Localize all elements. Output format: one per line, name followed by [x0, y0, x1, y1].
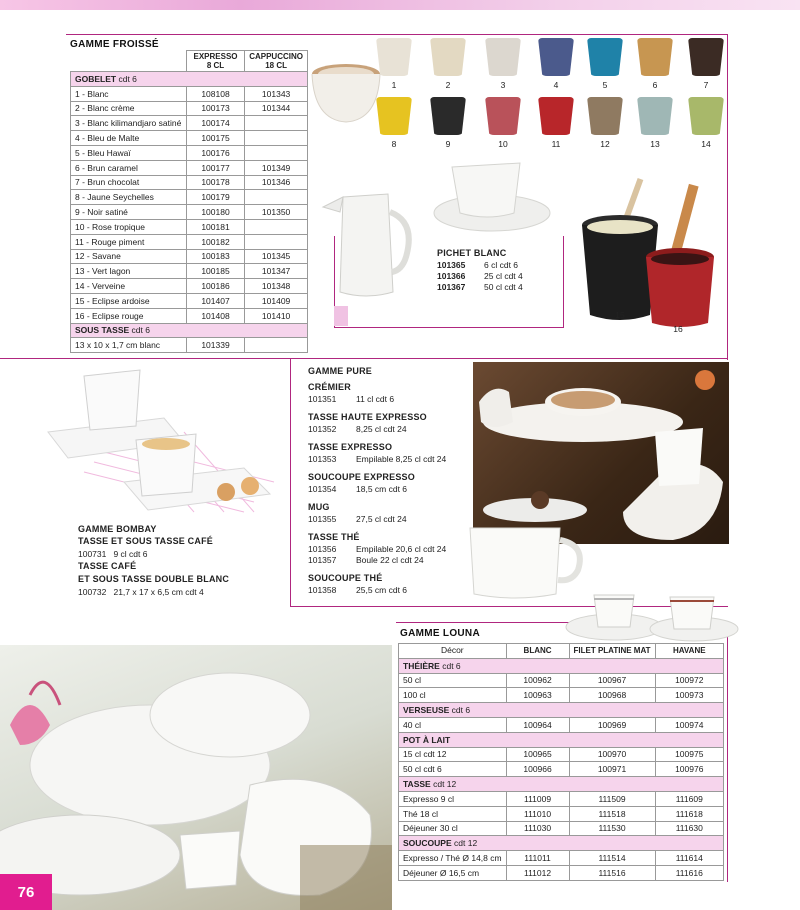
table-row [71, 101, 308, 116]
froisse-group-cell [71, 323, 308, 338]
pure-group-title: CRÉMIER [308, 382, 351, 392]
cup-number-label: 3 [500, 80, 506, 90]
pichet-desc: 50 cl cdt 4 [484, 282, 523, 292]
froisse-header-cappuccino: CAPPUCCINO 18 CL [245, 51, 308, 72]
table-row [71, 86, 308, 101]
row-ref-cappuccino [245, 234, 308, 249]
page-number: 76 [0, 874, 52, 910]
bombay-tasse-cafe-title: TASSE CAFÉ [78, 561, 137, 571]
louna-group-pack: cdt 12 [454, 838, 478, 849]
froisse-group-pack: cdt 6 [131, 325, 150, 336]
louna-header-blanc: BLANC [506, 644, 569, 659]
cup-number-label: 13 [650, 139, 660, 149]
louna-group-row [399, 703, 724, 718]
row-ref: 111010 [506, 806, 569, 821]
row-name: 40 cl [399, 717, 507, 732]
row-ref-expresso: 100173 [186, 101, 244, 116]
row-name: 5 - Bleu Hawaï [71, 145, 187, 160]
row-ref: 100971 [569, 762, 655, 777]
pure-ref: 101351 [308, 394, 337, 404]
pure-item [308, 544, 447, 555]
row-ref-expresso: 100177 [186, 160, 244, 175]
louna-group-pack: cdt 6 [451, 705, 471, 716]
louna-group-cell [399, 658, 724, 673]
pure-item [308, 514, 407, 525]
table-row [399, 865, 724, 880]
table-row [71, 116, 308, 131]
row-ref: 111009 [506, 791, 569, 806]
row-ref-expresso: 108108 [186, 86, 244, 101]
pure-item [308, 555, 424, 566]
pichet-item [437, 282, 523, 293]
row-ref: 111030 [506, 821, 569, 836]
froisse-cup-8 [376, 97, 412, 135]
row-name: Thé 18 cl [399, 806, 507, 821]
louna-group-cell [399, 777, 724, 792]
row-ref: 111616 [655, 865, 723, 880]
pure-desc: Empilable 8,25 cl cdt 24 [356, 454, 447, 464]
pure-ref: 101358 [308, 585, 337, 595]
pure-group-title: TASSE EXPRESSO [308, 442, 393, 452]
table-row [71, 175, 308, 190]
row-name: 50 cl cdt 6 [399, 762, 507, 777]
cup-number-label: 4 [553, 80, 559, 90]
table-row [399, 717, 724, 732]
pichet-ref: 101366 [437, 271, 466, 281]
pure-ref: 101353 [308, 454, 337, 464]
louna-group-pack: cdt 12 [433, 779, 457, 790]
row-ref-cappuccino: 101345 [245, 249, 308, 264]
row-name: 16 - Eclipse rouge [71, 308, 187, 323]
froisse-cup-13 [637, 97, 673, 135]
row-ref: 111614 [655, 851, 723, 866]
row-name: 1 - Blanc [71, 86, 187, 101]
froisse-group-cell [71, 72, 308, 87]
louna-header-platine: FILET PLATINE MAT [569, 644, 655, 659]
row-ref: 100974 [655, 717, 723, 732]
froisse-cup-3 [485, 38, 521, 76]
row-ref: 100970 [569, 747, 655, 762]
froisse-group-label: SOUS TASSE [75, 325, 130, 336]
table-row [71, 264, 308, 279]
pichet-ref: 101365 [437, 260, 466, 270]
row-ref-expresso: 100178 [186, 175, 244, 190]
table-row [399, 762, 724, 777]
cup-number-label: 2 [445, 80, 451, 90]
row-name: 15 cl cdt 12 [399, 747, 507, 762]
row-ref: 111012 [506, 865, 569, 880]
row-name: 14 - Verveine [71, 279, 187, 294]
pure-ref: 101355 [308, 514, 337, 524]
table-row [399, 673, 724, 688]
table-row [71, 338, 308, 353]
froisse-cup-2 [430, 38, 466, 76]
cup-number-label: 8 [391, 139, 397, 149]
cup-number-label: 6 [652, 80, 658, 90]
row-ref: 100962 [506, 673, 569, 688]
frame-line [727, 622, 728, 882]
cup-number-label: 12 [600, 139, 610, 149]
pure-group-title: TASSE HAUTE EXPRESSO [308, 412, 427, 422]
louna-group-cell [399, 703, 724, 718]
froisse-header-expresso: EXPRESSO 8 CL [186, 51, 244, 72]
froisse-cup-5 [587, 38, 623, 76]
table-row [71, 249, 308, 264]
row-ref-expresso: 100185 [186, 264, 244, 279]
row-ref-cappuccino: 101343 [245, 86, 308, 101]
row-name: 100 cl [399, 688, 507, 703]
table-row [399, 851, 724, 866]
pure-ref: 101356 [308, 544, 337, 554]
row-ref: 111516 [569, 865, 655, 880]
pure-desc: Empilable 20,6 cl cdt 24 [356, 544, 447, 554]
froisse-cup-4 [538, 38, 574, 76]
louna-group-row [399, 777, 724, 792]
pure-group-title: TASSE THÉ [308, 532, 360, 542]
frame-line [727, 34, 728, 360]
row-ref-expresso: 101339 [186, 338, 244, 353]
pure-ref: 101354 [308, 484, 337, 494]
row-name: Expresso 9 cl [399, 791, 507, 806]
eclipse-cup-label-15: 15 [615, 310, 625, 320]
froisse-cup-12 [587, 97, 623, 135]
table-row [399, 791, 724, 806]
froisse-group-pack: cdt 6 [118, 73, 137, 84]
froisse-cup-7 [688, 38, 724, 76]
louna-group-row [399, 836, 724, 851]
pure-item [308, 484, 408, 495]
row-ref-expresso: 100174 [186, 116, 244, 131]
cup-number-label: 10 [498, 139, 508, 149]
row-ref-cappuccino: 101344 [245, 101, 308, 116]
row-name: 10 - Rose tropique [71, 219, 187, 234]
pure-group-title: SOUCOUPE THÉ [308, 573, 383, 583]
froisse-cup-14 [688, 97, 724, 135]
froisse-title: GAMME FROISSÉ [70, 39, 159, 50]
louna-group-row [399, 732, 724, 747]
row-ref-expresso: 100175 [186, 131, 244, 146]
row-ref-expresso: 100186 [186, 279, 244, 294]
row-ref: 100969 [569, 717, 655, 732]
froisse-cup-10 [485, 97, 521, 135]
bombay-tasse-title: TASSE ET SOUS TASSE CAFÉ [78, 536, 213, 546]
row-name: 4 - Bleu de Malte [71, 131, 187, 146]
cup-number-label: 14 [701, 139, 711, 149]
cup-number-label: 9 [445, 139, 451, 149]
row-ref-cappuccino: 101349 [245, 160, 308, 175]
row-ref: 100975 [655, 747, 723, 762]
row-ref-expresso: 100181 [186, 219, 244, 234]
row-ref-cappuccino [245, 131, 308, 146]
pure-desc: 27,5 cl cdt 24 [356, 514, 407, 524]
cup-number-label: 7 [703, 80, 709, 90]
row-ref: 100963 [506, 688, 569, 703]
louna-header-havane: HAVANE [655, 644, 723, 659]
pichet-title: PICHET BLANC [437, 248, 507, 258]
froisse-header-blank [71, 51, 187, 72]
louna-group-label: TASSE [403, 779, 431, 790]
bombay-ref-2: 100732 [78, 587, 107, 597]
row-ref-cappuccino [245, 190, 308, 205]
row-name: 8 - Jaune Seychelles [71, 190, 187, 205]
row-ref: 111514 [569, 851, 655, 866]
row-name: 11 - Rouge piment [71, 234, 187, 249]
louna-group-row [399, 658, 724, 673]
row-name: Déjeuner 30 cl [399, 821, 507, 836]
table-row [399, 806, 724, 821]
pure-item [308, 585, 408, 596]
row-ref: 111509 [569, 791, 655, 806]
row-name: 15 - Eclipse ardoise [71, 293, 187, 308]
row-name: Déjeuner Ø 16,5 cm [399, 865, 507, 880]
table-row [71, 234, 308, 249]
row-ref: 111518 [569, 806, 655, 821]
cup-saucer-photo [432, 155, 552, 233]
row-ref-expresso: 101407 [186, 293, 244, 308]
row-ref: 100973 [655, 688, 723, 703]
row-name: 2 - Blanc crème [71, 101, 187, 116]
pure-desc: Boule 22 cl cdt 24 [356, 555, 424, 565]
bombay-photo [44, 362, 292, 522]
eclipse-cup-label-16: 16 [673, 324, 683, 334]
pure-ref: 101352 [308, 424, 337, 434]
row-ref-expresso: 100183 [186, 249, 244, 264]
cup-number-label: 1 [391, 80, 397, 90]
table-row [71, 160, 308, 175]
row-ref: 100972 [655, 673, 723, 688]
pure-title: GAMME PURE [308, 366, 373, 376]
louna-table [398, 643, 724, 881]
row-ref-cappuccino: 101346 [245, 175, 308, 190]
louna-group-label: VERSEUSE [403, 705, 450, 716]
louna-group-label: POT À LAIT [403, 734, 451, 745]
bombay-desc-2: 21,7 x 17 x 6,5 cm cdt 4 [113, 587, 204, 597]
froisse-table [70, 50, 308, 353]
louna-group-cell [399, 836, 724, 851]
row-ref-expresso: 100176 [186, 145, 244, 160]
bombay-desc-1: 9 cl cdt 6 [113, 549, 148, 559]
table-row [399, 821, 724, 836]
row-ref-cappuccino [245, 116, 308, 131]
row-ref: 100968 [569, 688, 655, 703]
row-ref-expresso: 101408 [186, 308, 244, 323]
louna-group-label: SOUCOUPE [403, 838, 452, 849]
row-ref-cappuccino: 101350 [245, 205, 308, 220]
row-ref-cappuccino: 101347 [245, 264, 308, 279]
row-ref-cappuccino [245, 145, 308, 160]
row-name: 50 cl [399, 673, 507, 688]
table-row [71, 131, 308, 146]
row-ref: 111618 [655, 806, 723, 821]
cup-number-label: 5 [602, 80, 608, 90]
pichet-desc: 25 cl cdt 4 [484, 271, 523, 281]
row-ref: 111530 [569, 821, 655, 836]
bombay-ref-1: 100731 [78, 549, 107, 559]
louna-header-decor: Décor [399, 644, 507, 659]
pichet-ref: 101367 [437, 282, 466, 292]
row-name: 7 - Brun chocolat [71, 175, 187, 190]
froisse-cup-6 [637, 38, 673, 76]
cup-number-label: 11 [551, 139, 561, 149]
pure-item [308, 454, 447, 465]
row-ref-cappuccino: 101409 [245, 293, 308, 308]
pichet-item [437, 271, 523, 282]
top-decorative-band [0, 0, 800, 10]
pure-group-title: MUG [308, 502, 330, 512]
row-ref: 100964 [506, 717, 569, 732]
pichet-desc: 6 cl cdt 6 [484, 260, 519, 270]
row-ref: 111609 [655, 791, 723, 806]
pure-item [308, 394, 395, 405]
row-name: 13 - Vert lagon [71, 264, 187, 279]
row-ref-cappuccino: 101410 [245, 308, 308, 323]
table-row [71, 308, 308, 323]
pichet-item [437, 260, 519, 271]
row-ref-expresso: 100180 [186, 205, 244, 220]
pure-desc: 25,5 cm cdt 6 [356, 585, 408, 595]
bombay-item-1 [78, 549, 148, 560]
row-ref-expresso: 100179 [186, 190, 244, 205]
pichet-accent-square [334, 306, 348, 326]
table-row [399, 688, 724, 703]
table-row [71, 205, 308, 220]
row-ref: 111630 [655, 821, 723, 836]
row-ref: 111011 [506, 851, 569, 866]
bombay-title: GAMME BOMBAY [78, 524, 157, 534]
row-ref-cappuccino [245, 338, 308, 353]
table-row [71, 293, 308, 308]
table-row [71, 219, 308, 234]
table-row [71, 145, 308, 160]
row-name: 6 - Brun caramel [71, 160, 187, 175]
table-row [71, 190, 308, 205]
pure-group-title: SOUCOUPE EXPRESSO [308, 472, 415, 482]
frame-line [0, 358, 728, 359]
froisse-cup-11 [538, 97, 574, 135]
froisse-group-gobelet [71, 72, 308, 87]
louna-group-label: THÉIÈRE [403, 660, 440, 671]
row-name: 9 - Noir satiné [71, 205, 187, 220]
pure-item [308, 424, 407, 435]
froisse-cup-9 [430, 97, 466, 135]
row-ref-cappuccino [245, 219, 308, 234]
row-name: 12 - Savane [71, 249, 187, 264]
froisse-group-label: GOBELET [75, 73, 117, 84]
pure-desc: 8,25 cl cdt 24 [356, 424, 407, 434]
cappuccino-photo [306, 60, 386, 130]
table-row [71, 279, 308, 294]
row-ref: 100966 [506, 762, 569, 777]
row-ref: 100976 [655, 762, 723, 777]
louna-group-pack: cdt 6 [442, 660, 461, 671]
row-ref: 100965 [506, 747, 569, 762]
row-ref-cappuccino: 101348 [245, 279, 308, 294]
frame-line [66, 34, 728, 35]
eclipse-cups-photo [560, 175, 725, 335]
row-ref: 100967 [569, 673, 655, 688]
louna-cups-photo [562, 585, 740, 645]
bombay-item-2 [78, 587, 204, 598]
row-name: 13 x 10 x 1,7 cm blanc [71, 338, 187, 353]
row-name: Expresso / Thé Ø 14,8 cm [399, 851, 507, 866]
louna-title: GAMME LOUNA [400, 628, 480, 639]
row-name: 3 - Blanc kilimandjaro satiné [71, 116, 187, 131]
bombay-double-title: ET SOUS TASSE DOUBLE BLANC [78, 574, 230, 584]
froisse-cup-1 [376, 38, 412, 76]
pure-ref: 101357 [308, 555, 337, 565]
table-row [399, 747, 724, 762]
tableware-photo [0, 645, 392, 910]
louna-group-cell [399, 732, 724, 747]
row-ref-expresso: 100182 [186, 234, 244, 249]
froisse-group-sous-tasse [71, 323, 308, 338]
pure-desc: 11 cl cdt 6 [356, 394, 395, 404]
pure-desc: 18,5 cm cdt 6 [356, 484, 408, 494]
